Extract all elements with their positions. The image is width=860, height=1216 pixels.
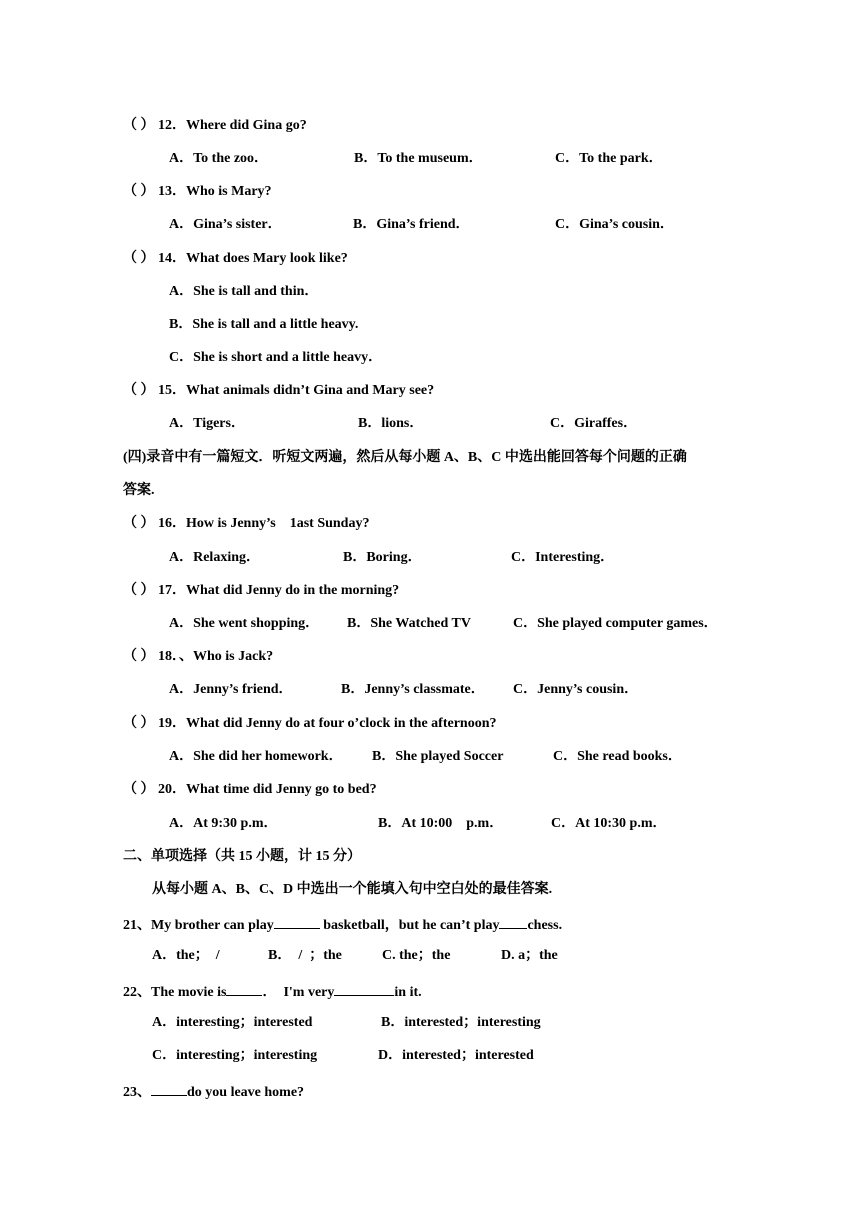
answer-paren: （ ） <box>123 649 155 664</box>
question-13 <box>123 183 272 201</box>
question-text: 19．What did Jenny do at four o’clock in the afternoon? <box>158 716 497 731</box>
option-b: B．Jenny’s classmate． <box>341 682 485 697</box>
section-2-instruction: 从每小题 A、B、C、D 中选出一个能填入句中空白处的最佳答案. <box>152 882 553 897</box>
option-a: A．Relaxing． <box>169 550 260 565</box>
section-4-heading-cont: 答案. <box>123 483 155 498</box>
option-c: C．interesting；interesting <box>152 1048 318 1063</box>
option-a: A．the； / <box>152 948 220 963</box>
answer-paren: （ ） <box>123 516 155 531</box>
stem-part: in it. <box>394 985 422 1000</box>
answer-paren: （ ） <box>123 782 155 797</box>
option-b: B． / ；the <box>268 948 342 963</box>
answer-paren: （ ） <box>123 184 155 199</box>
question-19 <box>123 715 496 733</box>
option-a: A．She is tall and thin． <box>169 284 319 299</box>
option-b: B．She is tall and a little heavy. <box>169 317 359 332</box>
option-a: A．She did her homework． <box>169 749 343 764</box>
question-12 <box>123 117 307 135</box>
stem-part: 23、 <box>123 1085 151 1100</box>
stem-part: do you leave home? <box>187 1085 305 1100</box>
option-b: B．To the museum． <box>354 151 483 166</box>
option-b: B．She Watched TV <box>347 616 471 631</box>
question-15 <box>123 382 434 400</box>
section-4-heading: (四)录音中有一篇短文．听短文两遍，然后从每小题 A、B、C 中选出能回答每个问题的正确 <box>123 450 687 465</box>
option-a: A．Gina’s sister． <box>169 217 282 232</box>
answer-paren: （ ） <box>123 251 155 266</box>
option-a: A．She went shopping． <box>169 616 320 631</box>
option-a: A．Jenny’s friend． <box>169 682 293 697</box>
stem-part: chess. <box>527 918 563 933</box>
option-c: C．At 10:30 p.m． <box>551 816 667 831</box>
question-21 <box>123 914 562 935</box>
question-23 <box>123 1081 304 1102</box>
answer-paren: （ ） <box>123 583 155 598</box>
blank-line <box>499 914 527 929</box>
question-22 <box>123 981 422 1002</box>
question-text: 12．Where did Gina go? <box>158 118 307 133</box>
answer-paren: （ ） <box>123 118 155 133</box>
option-c: C．She played computer games． <box>513 616 718 631</box>
answer-paren: （ ） <box>123 383 155 398</box>
question-16 <box>123 515 369 533</box>
stem-part: ． I'm very <box>262 985 335 1000</box>
option-b: B．lions． <box>358 416 424 431</box>
stem-part: 22、The movie is <box>123 985 227 1000</box>
question-14 <box>123 250 348 268</box>
blank-line <box>334 981 394 996</box>
option-c: C．To the park． <box>555 151 663 166</box>
question-text: 14．What does Mary look like? <box>158 251 348 266</box>
question-18 <box>123 648 273 666</box>
stem-part: basketball，but he can’t play <box>319 918 500 933</box>
question-text: 17．What did Jenny do in the morning? <box>158 583 400 598</box>
option-c: C．Interesting． <box>511 550 615 565</box>
answer-paren: （ ） <box>123 716 155 731</box>
option-b: B．Gina’s friend． <box>353 217 470 232</box>
option-a: A．Tigers． <box>169 416 245 431</box>
blank-line <box>151 1081 187 1096</box>
option-b: B．She played Soccer <box>372 749 504 764</box>
blank-line <box>226 981 262 996</box>
option-c: C．Jenny’s cousin． <box>513 682 639 697</box>
question-text: 16．How is Jenny’s 1ast Sunday? <box>158 516 370 531</box>
question-text: 18．、Who is Jack? <box>158 649 274 664</box>
option-b: B．Boring． <box>343 550 422 565</box>
question-20 <box>123 781 377 799</box>
option-d: D. a；the <box>501 948 558 963</box>
option-a: A．At 9:30 p.m． <box>169 816 278 831</box>
question-17 <box>123 582 399 600</box>
option-b: B．interested；interesting <box>381 1015 541 1030</box>
option-c: C．Gina’s cousin． <box>555 217 674 232</box>
stem-part: 21、My brother can play <box>123 918 274 933</box>
option-c: C. the；the <box>382 948 451 963</box>
option-c: C．She read books． <box>553 749 682 764</box>
blank-line <box>274 914 320 929</box>
option-c: C．Giraffes． <box>550 416 638 431</box>
option-a: A．To the zoo． <box>169 151 269 166</box>
option-b: B．At 10:00 p.m． <box>378 816 504 831</box>
option-c: C．She is short and a little heavy． <box>169 350 383 365</box>
option-d: D．interested；interested <box>378 1048 534 1063</box>
question-text: 20．What time did Jenny go to bed? <box>158 782 377 797</box>
option-a: A．interesting；interested <box>152 1015 313 1030</box>
question-text: 13．Who is Mary? <box>158 184 272 199</box>
section-2-heading: 二、单项选择（共 15 小题，计 15 分） <box>123 849 361 864</box>
question-text: 15．What animals didn’t Gina and Mary see? <box>158 383 435 398</box>
